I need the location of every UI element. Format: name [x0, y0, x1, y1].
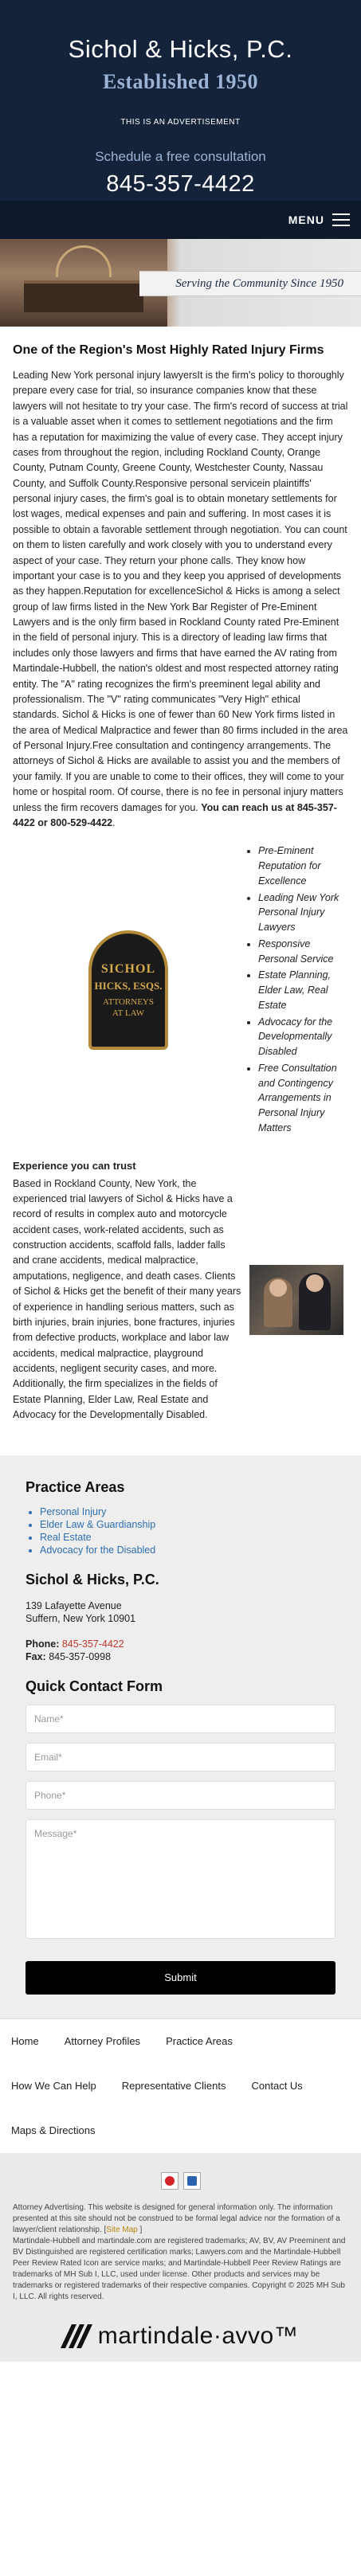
highlight-item: • Estate Planning, Elder Law, Real Estate: [258, 968, 348, 1012]
sign-line-1: SICHOL: [100, 962, 156, 977]
form-heading: Quick Contact Form: [26, 1678, 163, 1694]
firm-sign-image: [13, 930, 244, 1050]
experience-section: [13, 1176, 348, 1423]
practice-area-link[interactable]: • Personal Injury: [40, 1505, 335, 1518]
sign-line-3: ATTORNEYS: [103, 997, 154, 1008]
sign-line-2: HICKS, ESQS.: [94, 980, 163, 992]
message-field[interactable]: [26, 1819, 335, 1939]
office-phone-link[interactable]: 845-357-4422: [61, 1638, 124, 1650]
intro-paragraph: [13, 368, 348, 831]
trademark-notice: Martindale-Hubbell and martindale.com are registered trademarks; AV, BV, AV Preeminent and BV Distinguished are registered certification marks; Lawyers.com and the Martindale-Hubbell Peer Review Rated Icon are service marks; and Martindale-Hubbell Peer Review Ratings are trademarks of MH Sub I, LLC, used under license. Other products and services may be trademarks or registered trademarks of their respective companies. Copyright © 2025 MH Sub I, LLC. All rights reserved.: [13, 2236, 346, 2301]
footer-nav-row: [11, 2064, 350, 2108]
established-tagline: Established 1950: [102, 70, 259, 93]
office-name: Sichol & Hicks, P.C.: [26, 1571, 159, 1587]
menu-label[interactable]: MENU: [288, 213, 324, 226]
banner-strip: [139, 271, 361, 296]
highlight-item: • Free Consultation and Contingency Arrangements in Personal Injury Matters: [258, 1061, 348, 1136]
experience-heading: Experience you can trust: [13, 1159, 136, 1172]
phone-field[interactable]: [26, 1781, 335, 1810]
submit-button[interactable]: Submit: [26, 1961, 335, 1995]
phone-placeholder: Phone*: [34, 1789, 66, 1801]
name-placeholder: Name*: [34, 1713, 64, 1725]
highlight-item: • Leading New York Personal Injury Lawyers: [258, 891, 348, 935]
main-content: [0, 327, 361, 1431]
site-map-link[interactable]: Site Map: [106, 2225, 138, 2234]
schedule-consultation-text: Schedule a free consultation: [95, 149, 266, 164]
martindale-mark-icon: [63, 2324, 90, 2348]
office-info: [26, 1572, 335, 1664]
footer-nav: [0, 2018, 361, 2153]
footer-link-home[interactable]: Home: [11, 2035, 39, 2047]
sign-line-4: AT LAW: [112, 1008, 145, 1019]
practice-areas-list: [26, 1505, 335, 1557]
practice-area-link[interactable]: • Real Estate: [40, 1531, 335, 1544]
office-city: Suffern, New York 10901: [26, 1612, 136, 1624]
highlight-item: • Responsive Personal Service: [258, 937, 348, 967]
highlights-list: [244, 844, 348, 1137]
intro-cta-end: .: [112, 816, 116, 828]
footer-link-maps-directions[interactable]: Maps & Directions: [11, 2124, 96, 2136]
nav-bar: [0, 201, 361, 239]
attorneys-photo: [249, 1265, 343, 1335]
contact-section: [0, 1455, 361, 2018]
hero-banner: [0, 239, 361, 327]
name-field[interactable]: [26, 1705, 335, 1733]
legal-text-end: ]: [137, 2225, 143, 2234]
site-header: [0, 0, 361, 201]
practice-area-link[interactable]: • Advocacy for the Disabled: [40, 1544, 335, 1556]
site-footer: [0, 2153, 361, 2362]
footer-link-how-we-can-help[interactable]: How We Can Help: [11, 2080, 96, 2092]
footer-link-representative-clients[interactable]: Representative Clients: [121, 2080, 226, 2092]
banner-tagline: Serving the Community Since 1950: [175, 276, 343, 290]
attorneys-photo-column: [244, 1176, 348, 1423]
page-title: One of the Region's Most Highly Rated Injury Firms: [13, 343, 324, 357]
footer-nav-row: [11, 2019, 350, 2064]
martindale-avvo-logo[interactable]: [13, 2311, 348, 2362]
footer-link-attorney-profiles[interactable]: Attorney Profiles: [64, 2035, 141, 2047]
legal-disclaimer: [13, 2202, 348, 2236]
practice-areas-heading: Practice Areas: [26, 1478, 125, 1495]
message-placeholder: Message*: [34, 1827, 77, 1839]
highlight-item: • Pre-Eminent Reputation for Excellence: [258, 844, 348, 888]
intro-text: Leading New York personal injury lawyersIt is the firm's policy to thoroughly prepare every case for trial, so insurance companies know that these lawyers will not hesitate to try your case. The firm's record of success at trial is a valuable asset when it comes to settlement negotiations and the firm has a reputation for maximizing the value of every case. They accept injury cases from throughout the region, including Rockland County, Orange County, Putnam County, Greene County, Westchester County, Nassau County, and Suffolk County.Responsive personal servicein plaintiffs' personal injury cases, the firm's goal is to obtain monetary settlements for lost wages, medical expenses and pain and suffering. In most cases it is possible to obtain a favorable settlement through negotiation. You can count on them to listen carefully and work closely with you to understand every aspect of your case. They return your phone calls. They know how important your case is to you and they keep you apprised of developments as they happen.Reputation for excellenceSichol & Hicks is among a select group of law firms listed in the New York Bar Register of Pre-Eminent Lawyers and is the only firm based in Rockland County rated Pre-Eminent in the field of personal injury. This is a directory of leading law firms that includes only those lawyers and firms that have earned the AV rating from Martindale-Hubbell, the nation's oldest and most respected attorney rating entity. The "A" rating recognizes the firm's preeminent legal ability and professionalism. The "V" rating communicates "Very High" ethical standards. Sichol & Hicks is one of fewer than 60 New York firms listed in the area of Medical Malpractice and fewer than 80 firms included in the area of Personal Injury.Free consultation and contingency arrangements. The attorneys of Sichol & Hicks are available to assist you and the members of your family. If you are unable to come to their offices, they will come to your home or hospital room. Of course, there is no fee in personal injury matters unless the firm recovers damages for you.: [13, 370, 348, 813]
advertisement-notice: THIS IS AN ADVERTISEMENT: [120, 118, 241, 127]
highlights-section: [13, 844, 348, 1137]
office-street: 139 Lafayette Avenue: [26, 1599, 122, 1611]
intro-cta: You can reach us at 845-357-4422 or 800-529-4422: [13, 801, 337, 828]
footer-link-contact-us[interactable]: Contact Us: [251, 2080, 303, 2092]
quick-contact-form: [26, 1678, 335, 1995]
footer-link-practice-areas[interactable]: Practice Areas: [166, 2035, 233, 2047]
hamburger-menu-icon[interactable]: [332, 213, 350, 226]
legal-text: Attorney Advertising. This website is designed for general information only. The information presented at this site should not be construed to be formal legal advice nor the formation of a lawyer/client relationship. [: [13, 2202, 340, 2234]
footer-icons: [13, 2172, 348, 2190]
firm-name[interactable]: Sichol & Hicks, P.C.: [68, 35, 293, 63]
experience-paragraph: Based in Rockland County, New York, the experienced trial lawyers of Sichol & Hicks have a record of results in complex auto and motorcycle accident cases, work-related accidents, such as construction accidents, scaffold falls, ladder falls and crane accidents, medical malpractice, amputations, negligence, and death cases. Clients of Sichol & Hicks get the benefit of their many years of experience in handling serious matters, such as birth injuries, brain injuries, bone fractures, injuries from defective products, workplace and labor law accidents, medical malpractice, playground accidents, negligent security cases, and more. Additionally, the firm specializes in the fields of Estate Planning, Elder Law, Real Estate and Advocacy for the Developmentally Disabled.: [13, 1177, 241, 1421]
office-contact: [26, 1638, 335, 1664]
footer-nav-row: [11, 2108, 350, 2153]
firm-sign: [88, 930, 168, 1050]
header-phone-link[interactable]: 845-357-4422: [106, 171, 255, 197]
lawyers-com-icon[interactable]: [161, 2172, 179, 2190]
practice-area-link[interactable]: • Elder Law & Guardianship: [40, 1518, 335, 1531]
highlight-item: • Advocacy for the Developmentally Disabled: [258, 1015, 348, 1059]
martindale-icon[interactable]: [183, 2172, 201, 2190]
logo-wordmark: martindale·avvo™: [97, 2322, 299, 2349]
office-fax: 845-357-0998: [49, 1651, 112, 1663]
email-field[interactable]: [26, 1743, 335, 1771]
fax-label: Fax:: [26, 1651, 46, 1663]
email-placeholder: Email*: [34, 1751, 62, 1763]
phone-label: Phone:: [26, 1638, 60, 1650]
